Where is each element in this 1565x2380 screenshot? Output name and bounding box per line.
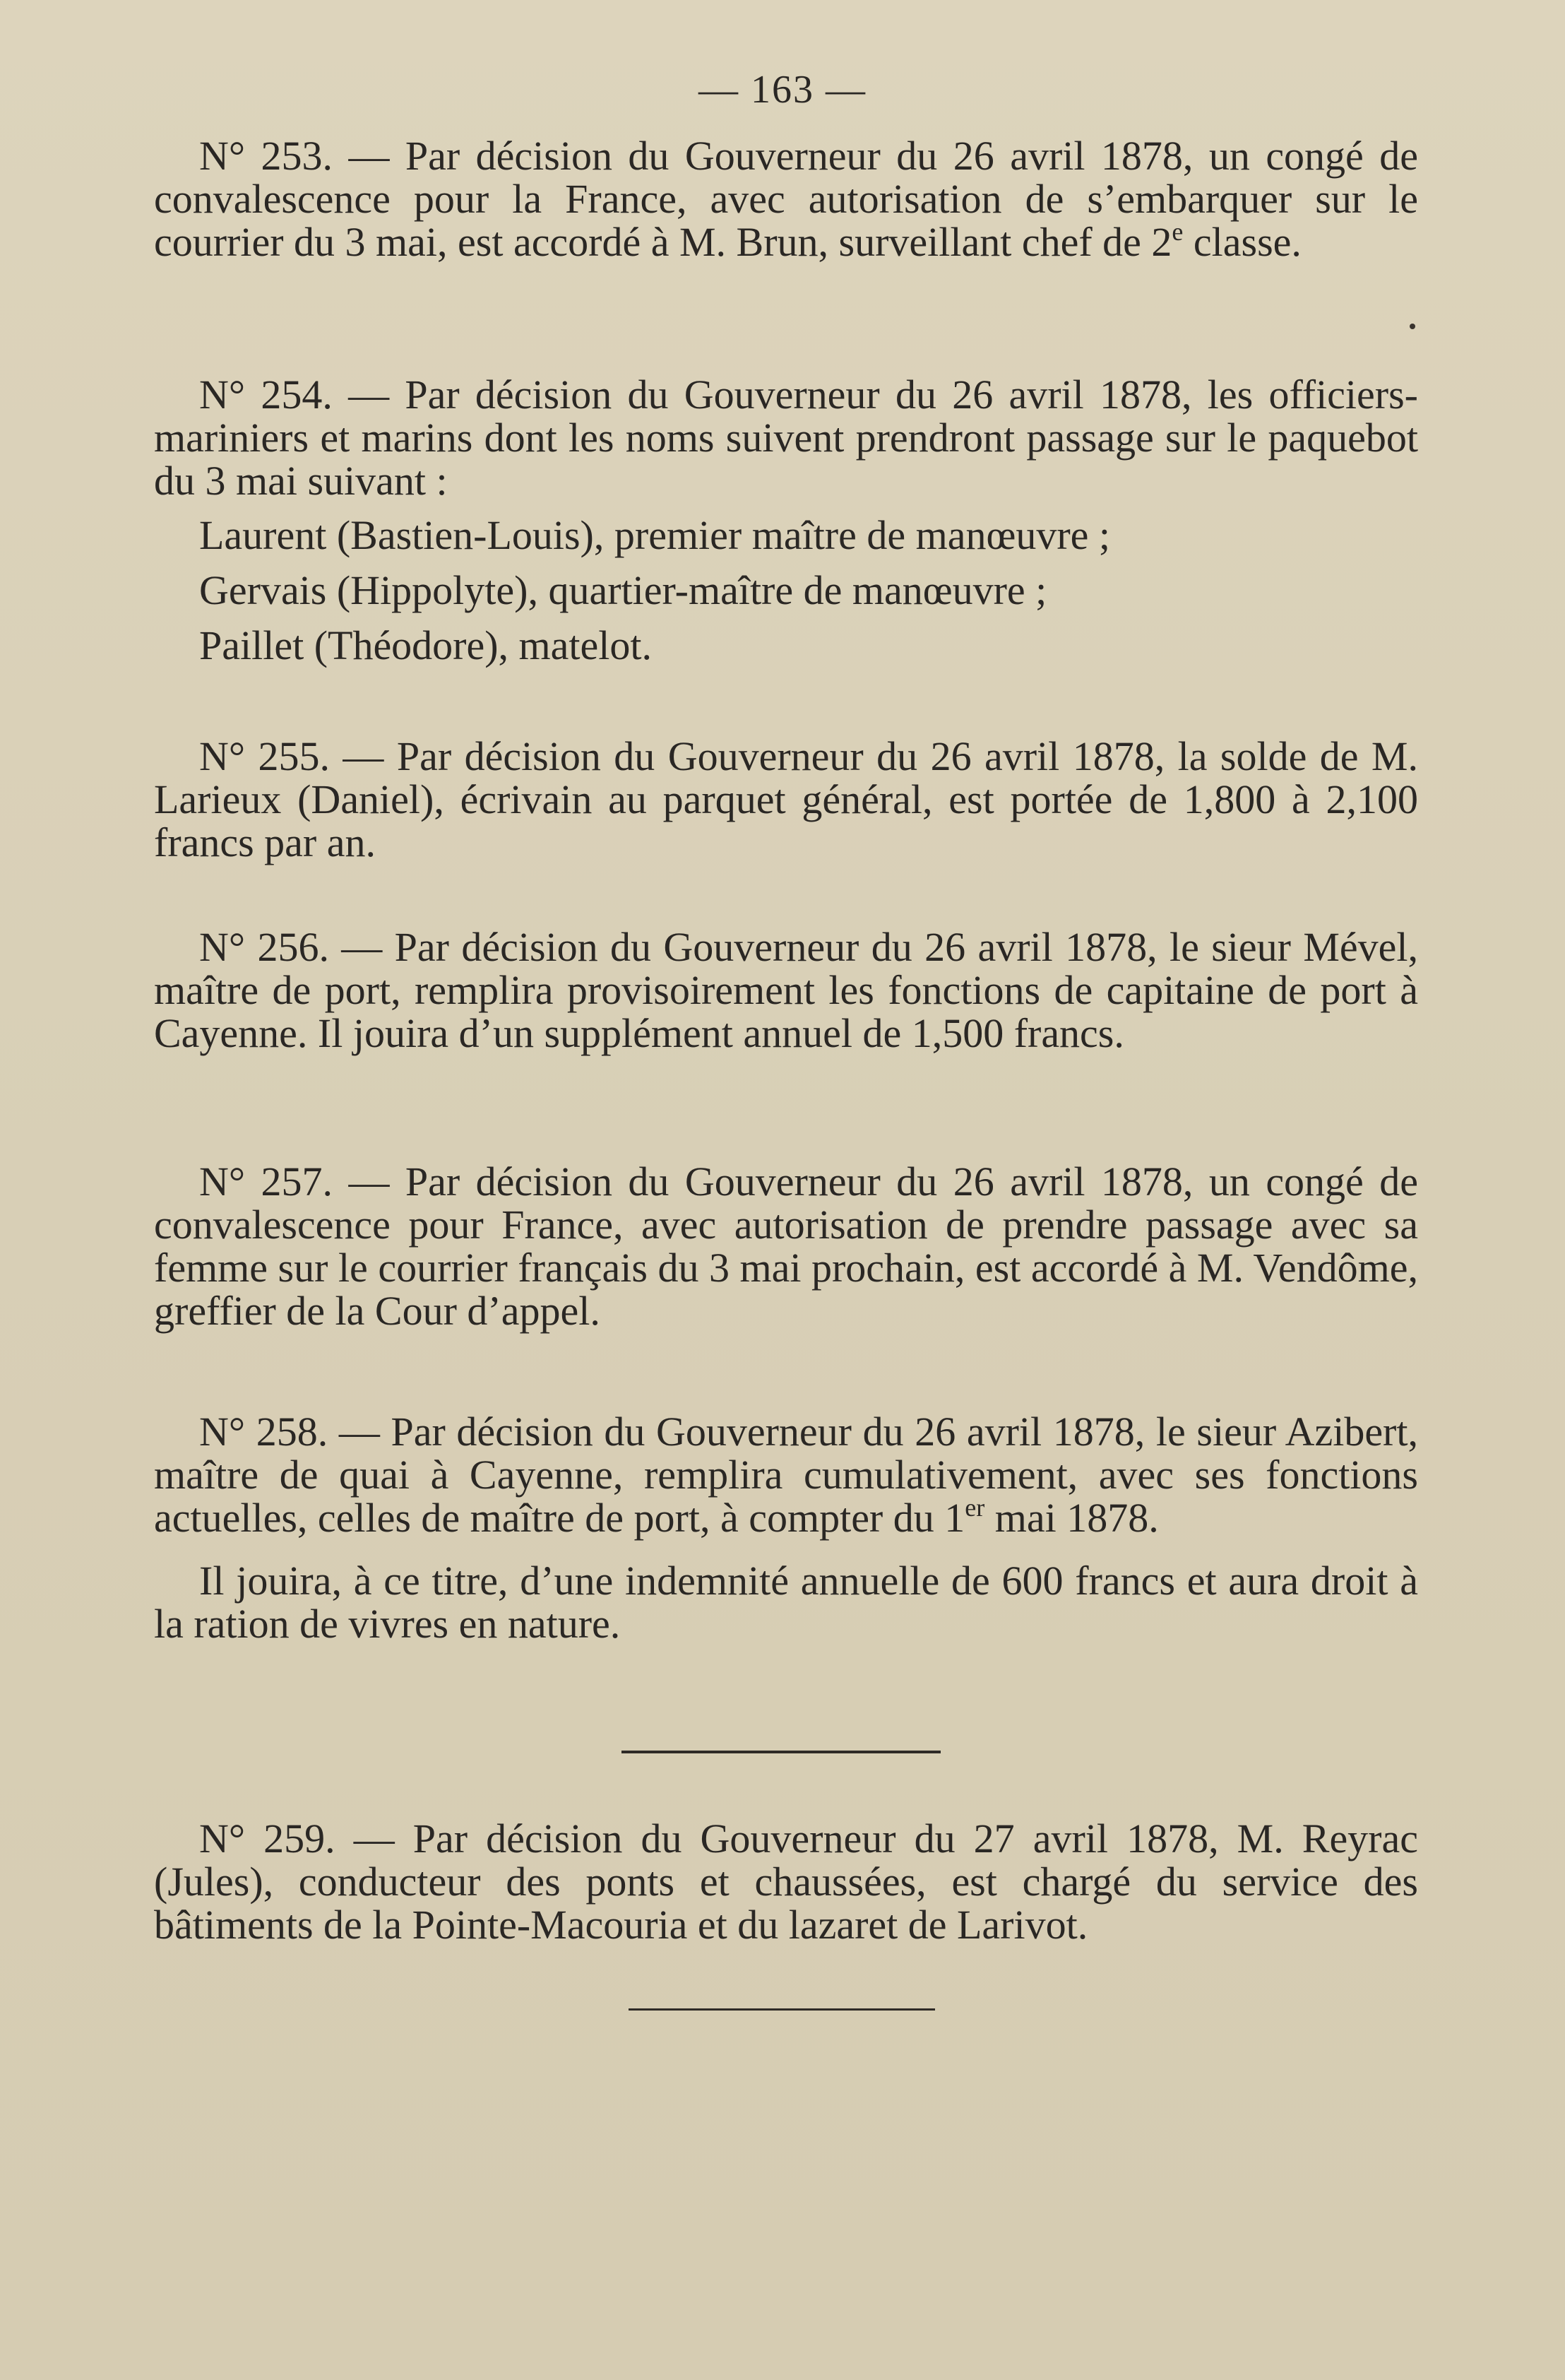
entry-254-list-item: Laurent (Bastien-Louis), premier maître de manœuvre ; xyxy=(199,512,1111,558)
entry-257-paragraph: N° 257. — Par décision du Gouverneur du 26 avril 1878, un congé de convalescence pour France, avec autorisation de prendre passage avec sa femme sur le courrier français du 3 mai prochain, est accordé à M. Vendôme, greffier de la Cour d’appel. xyxy=(154,1159,1418,1334)
entry-253-paragraph: N° 253. — Par décision du Gouverneur du 26 avril 1878, un congé de convalescence pour la France, avec autorisation de s’embarquer sur le courrier du 3 mai, est accordé à M. Brun, surveillant chef de 2e classe. xyxy=(154,133,1418,265)
section-divider xyxy=(621,1751,941,1753)
entry-254 xyxy=(154,373,1418,673)
entry-254-list-item: Gervais (Hippolyte), quartier-maître de manœuvre ; xyxy=(199,567,1047,613)
ink-speck xyxy=(1410,324,1415,329)
entry-254-paragraph: N° 254. — Par décision du Gouverneur du 26 avril 1878, les officiers-mariniers et marins dont les noms suivent prendront passage sur le paquebot du 3 mai suivant : xyxy=(154,372,1418,504)
entry-258 xyxy=(154,1410,1418,1645)
end-divider xyxy=(629,2008,935,2011)
entry-253 xyxy=(154,134,1418,264)
entry-259-paragraph: N° 259. — Par décision du Gouverneur du 27 avril 1878, M. Reyrac (Jules), conducteur des ponts et chaussées, est chargé du service des bâtiments de la Pointe-Macouria et du lazaret de Larivot. xyxy=(154,1816,1418,1948)
entry-259 xyxy=(154,1817,1418,1946)
entry-256-paragraph: N° 256. — Par décision du Gouverneur du 26 avril 1878, le sieur Mével, maître de port, remplira provisoirement les fonctions de capitaine de port à Cayenne. Il jouira d’un supplément annuel de 1,500 francs. xyxy=(154,924,1418,1056)
entry-255 xyxy=(154,735,1418,864)
entry-258-paragraph-2: Il jouira, à ce titre, d’une indemnité annuelle de 600 francs et aura droit à la ration de vivres en nature. xyxy=(154,1558,1418,1647)
entry-257 xyxy=(154,1160,1418,1332)
entry-258-paragraph: N° 258. — Par décision du Gouverneur du 26 avril 1878, le sieur Azibert, maître de quai à Cayenne, remplira cumulativement, avec ses fonctions actuelles, celles de maître de port, à compter du 1er mai 1878. xyxy=(154,1409,1418,1541)
entry-256 xyxy=(154,925,1418,1055)
page-number: — 163 — xyxy=(698,68,867,112)
entry-255-paragraph: N° 255. — Par décision du Gouverneur du 26 avril 1878, la solde de M. Larieux (Daniel), écrivain au parquet général, est portée de 1,800 à 2,100 francs par an. xyxy=(154,733,1418,865)
entry-254-list-item: Paillet (Théodore), matelot. xyxy=(199,622,653,668)
